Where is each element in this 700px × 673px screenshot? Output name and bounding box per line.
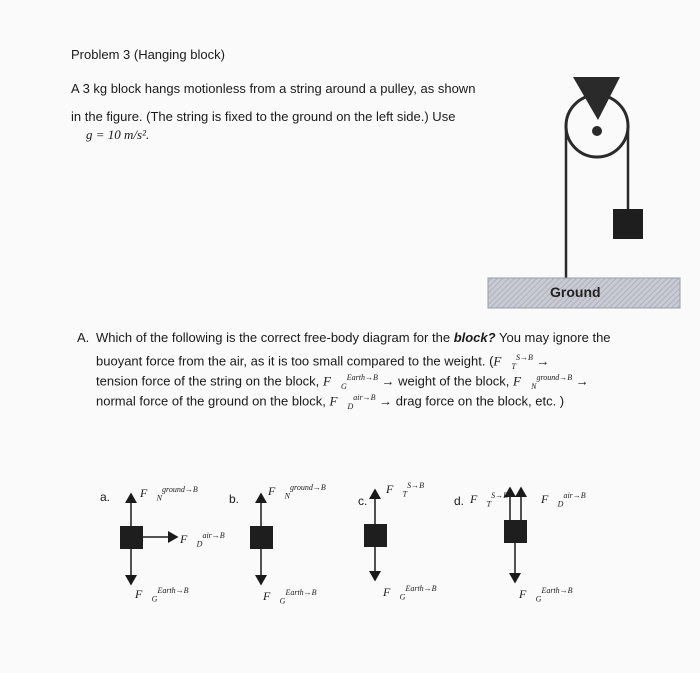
option-c-label: c.	[358, 494, 368, 508]
gravity-value: g = 10 m/s².	[86, 127, 150, 142]
option-a-label: a.	[100, 490, 111, 504]
question-line2: buoyant force from the air, as it is too small compared to the weight. ($F⃗_T^{S\to B}$ →	[96, 353, 550, 371]
fbd-d-drag-label: $F⃗_D^{air\to B}$	[541, 491, 586, 509]
fbd-c-block	[364, 524, 387, 547]
fbd-b-block	[250, 526, 273, 549]
fbd-d-tension-label: $F⃗_T^{S\to B}$	[470, 491, 509, 509]
fbd-a-weight-label: $F⃗_G^{Earth\to B}$	[135, 586, 189, 604]
fbd-option-a	[120, 494, 177, 584]
option-b-label: b.	[229, 492, 240, 506]
question-letter: A.	[77, 330, 90, 345]
fbd-option-b	[250, 494, 273, 584]
fbd-d-block	[504, 520, 527, 543]
question-line1: Which of the following is the correct free-body diagram for the block? You may ignore the	[96, 330, 611, 345]
question-line3: tension force of the string on the block, $F⃗_G^{Earth\to B}$ → weight of the block, $F⃗_N^{ground\to B}$ →	[96, 373, 589, 391]
problem-title: Problem 3 (Hanging block)	[71, 47, 225, 62]
option-d-label: d.	[454, 494, 465, 508]
fbd-b-normal-label: $F⃗_N^{ground\to B}$	[268, 483, 326, 501]
problem-text-line1: A 3 kg block hangs motionless from a string around a pulley, as shown	[71, 81, 476, 96]
fbd-c-tension-label: $F⃗_T^{S\to B}$	[386, 481, 425, 499]
ground-label: Ground	[550, 284, 601, 300]
fbd-option-c	[364, 490, 387, 580]
question-line4: normal force of the ground on the block, $F⃗_D^{air\to B}$ → drag force on the block, etc. )	[96, 393, 565, 411]
fbd-b-weight-label: $F⃗_G^{Earth\to B}$	[263, 588, 317, 606]
fbd-a-drag-label: $F⃗_D^{air\to B}$	[180, 531, 225, 549]
fbd-a-block	[120, 526, 143, 549]
fbd-c-weight-label: $F⃗_G^{Earth\to B}$	[383, 584, 437, 602]
fbd-d-weight-label: $F⃗_G^{Earth\to B}$	[519, 586, 573, 604]
fbd-a-normal-label: $F⃗_N^{ground\to B}$	[140, 485, 198, 503]
problem-text-line2: in the figure. (The string is fixed to the ground on the left side.) Use	[71, 109, 456, 124]
